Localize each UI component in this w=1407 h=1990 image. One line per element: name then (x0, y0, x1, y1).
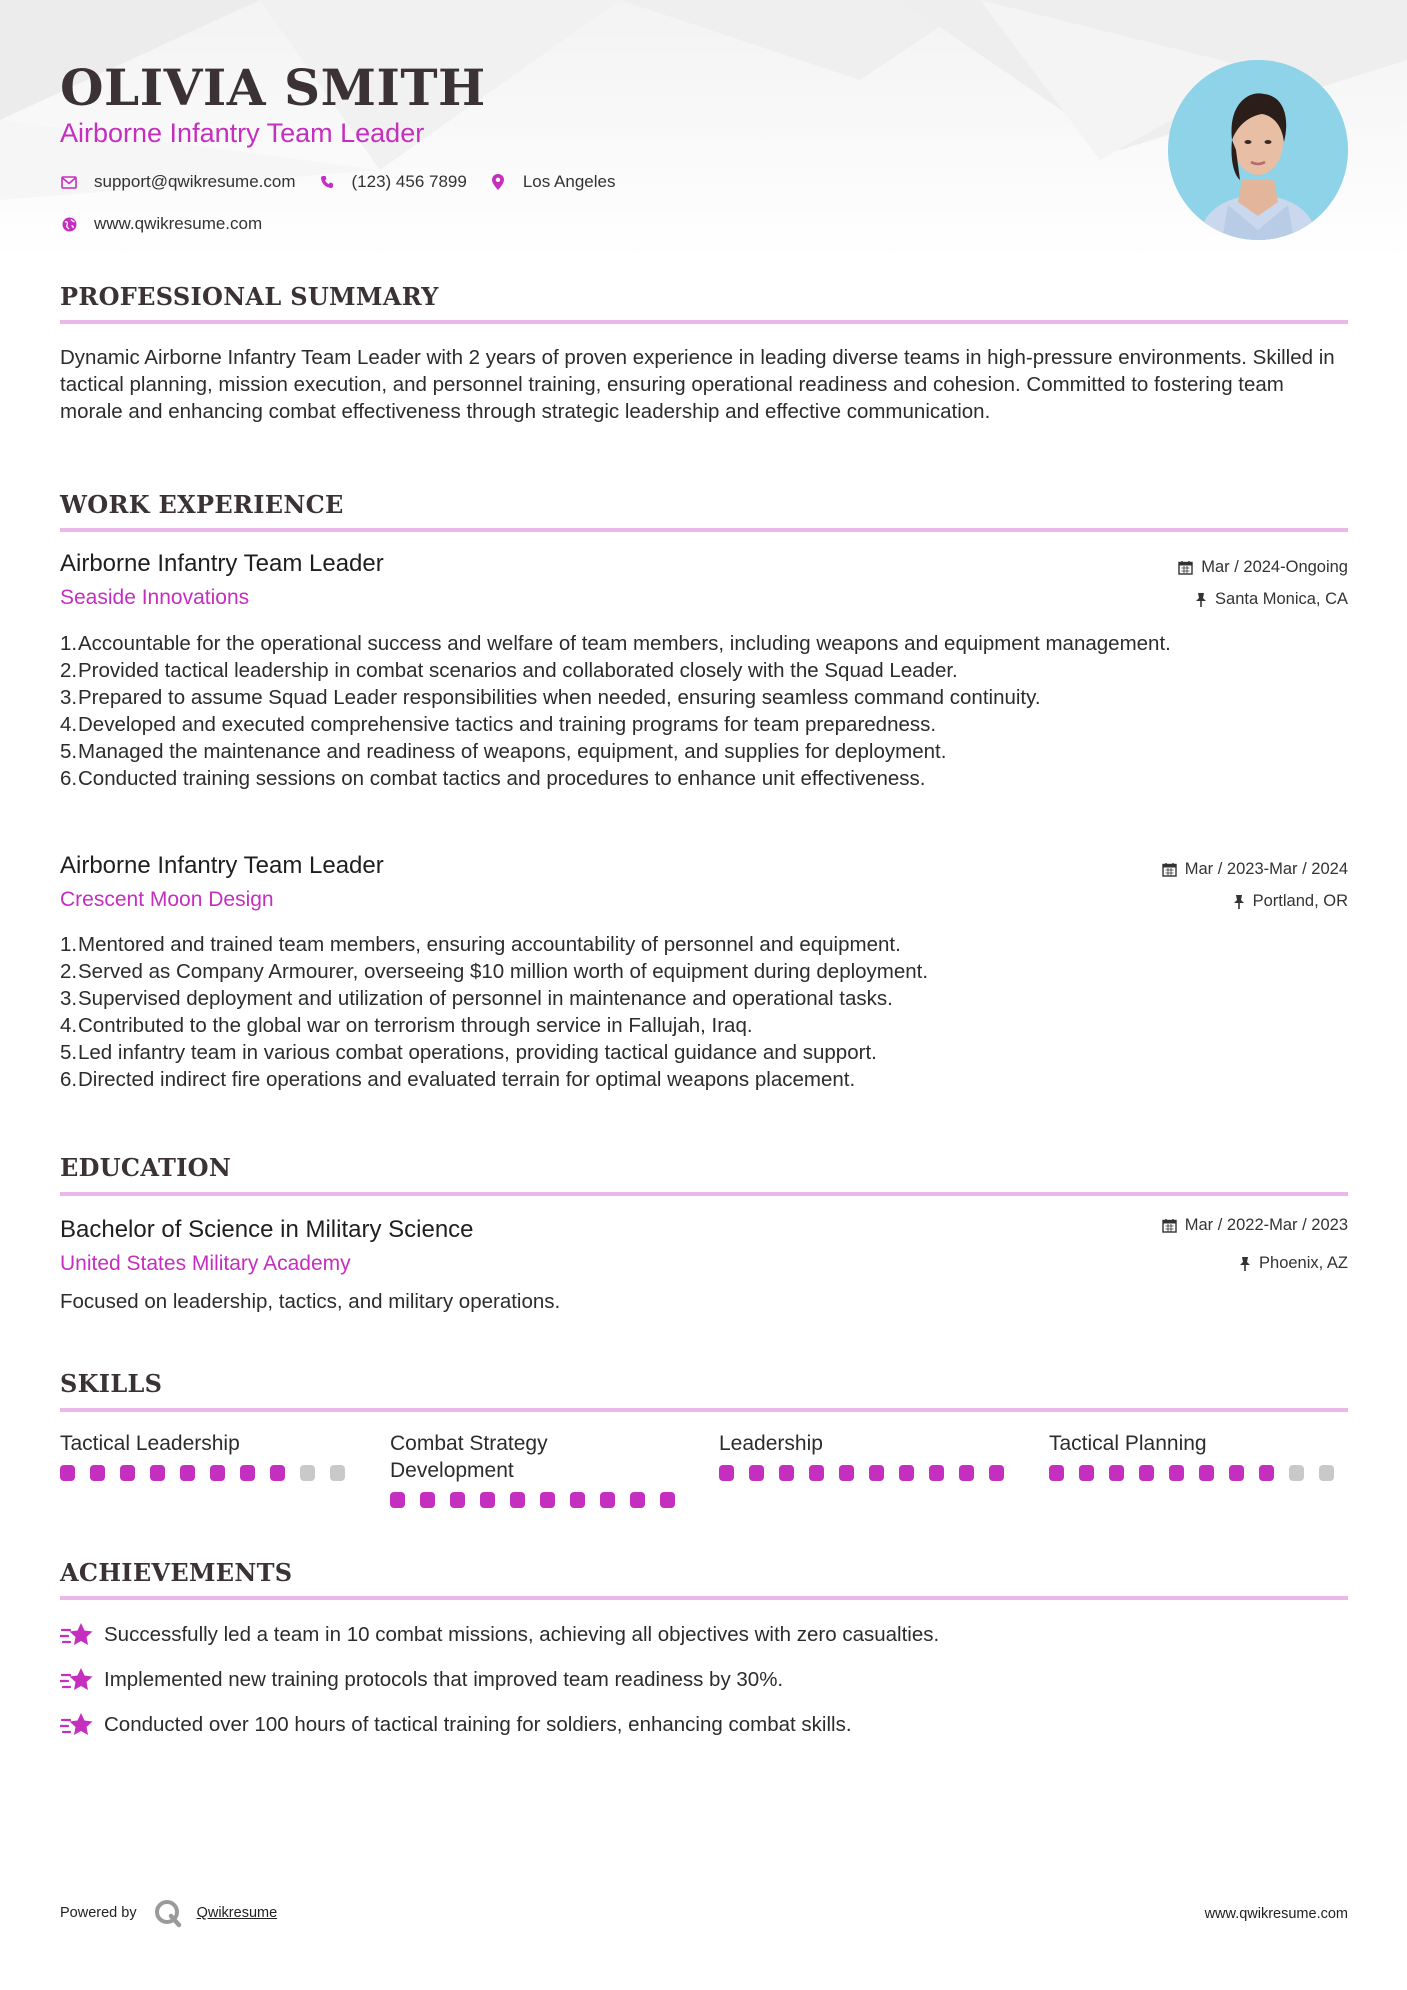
rating-dot-empty (1289, 1465, 1304, 1481)
skill-rating (390, 1492, 690, 1508)
rating-dot-filled (779, 1465, 794, 1481)
section-divider (60, 1192, 1348, 1196)
rating-dot-filled (450, 1492, 465, 1508)
rating-dot-filled (989, 1465, 1004, 1481)
rating-dot-filled (749, 1465, 764, 1481)
rating-dot-filled (90, 1465, 105, 1481)
envelope-icon (60, 173, 78, 191)
rating-dot-filled (1079, 1465, 1094, 1481)
rating-dot-filled (660, 1492, 675, 1508)
profile-photo (1168, 60, 1348, 240)
job-company: Crescent Moon Design (60, 888, 274, 911)
email-text: support@qwikresume.com (94, 172, 296, 191)
list-item: 2. Served as Company Armourer, overseeing $10 million worth of equipment during deployment. (60, 960, 929, 983)
job-role: Airborne Infantry Team Leader (60, 852, 384, 879)
footer-website[interactable]: www.qwikresume.com (1204, 1906, 1348, 1922)
job-location-text: Portland, OR (1252, 892, 1348, 910)
list-item: 1. Mentored and trained team members, ensuring accountability of personnel and equipment. (60, 933, 901, 956)
summary-text: Dynamic Airborne Infantry Team Leader with 2 years of proven experience in leading diverse teams in high-pressure environments. Skilled in tactical planning, mission execution, and personnel training, ensuring operational readiness and cohesion. Committed to fostering team morale and enhancing combat effectiveness through strategic leadership and effective communication. (60, 346, 1335, 423)
rating-dot-filled (570, 1492, 585, 1508)
achievement-text: Successfully led a team in 10 combat missions, achieving all objectives with zero casualties. (104, 1623, 940, 1646)
brand-link[interactable]: Qwikresume (196, 1905, 278, 1921)
rating-dot-filled (869, 1465, 884, 1481)
job-date-text: Mar / 2024-Ongoing (1201, 558, 1348, 576)
skill-item (1049, 1430, 1349, 1481)
list-item: 5. Managed the maintenance and readiness of weapons, equipment, and supplies for deployment. (60, 740, 947, 763)
pushpin-icon (1239, 1256, 1251, 1272)
job-location (1195, 590, 1348, 609)
skill-name: Combat Strategy Development (390, 1432, 548, 1482)
rating-dot-filled (510, 1492, 525, 1508)
list-item: 1. Accountable for the operational success and welfare of team members, including weapons and equipment management. (60, 632, 1171, 655)
contact-row-web (60, 214, 284, 234)
calendar-icon (1162, 862, 1177, 877)
list-item: 4. Contributed to the global war on terrorism through service in Fallujah, Iraq. (60, 1014, 753, 1037)
rating-dot-filled (60, 1465, 75, 1481)
contact-location (489, 172, 616, 192)
rating-dot-filled (630, 1492, 645, 1508)
rating-dot-empty (330, 1465, 345, 1481)
degree-title: Bachelor of Science in Military Science (60, 1216, 474, 1243)
rating-dot-filled (1199, 1465, 1214, 1481)
rating-dot-filled (210, 1465, 225, 1481)
rating-dot-filled (240, 1465, 255, 1481)
achievement-text: Implemented new training protocols that improved team readiness by 30%. (104, 1668, 784, 1691)
skill-name: Leadership (719, 1432, 823, 1455)
phone-text: (123) 456 7899 (351, 172, 467, 191)
map-pin-icon (489, 173, 507, 191)
job-entry-2 (60, 852, 1348, 911)
job-location (1233, 892, 1348, 911)
rating-dot-filled (959, 1465, 974, 1481)
job-bullets-2 (60, 931, 1348, 1093)
phone-icon (318, 173, 336, 191)
qwikresume-logo-icon (153, 1898, 183, 1928)
job-location-text: Santa Monica, CA (1215, 590, 1348, 608)
rating-dot-filled (929, 1465, 944, 1481)
section-title-achievements: ACHIEVEMENTS (60, 1558, 293, 1587)
rating-dot-filled (150, 1465, 165, 1481)
rating-dot-filled (120, 1465, 135, 1481)
education-date (1162, 1216, 1348, 1235)
job-role: Airborne Infantry Team Leader (60, 550, 384, 577)
skill-rating (1049, 1465, 1349, 1481)
skill-item (719, 1430, 1019, 1481)
list-item: 6. Directed indirect fire operations and evaluated terrain for optimal weapons placement. (60, 1068, 856, 1091)
job-bullets-1 (60, 630, 1348, 792)
rating-dot-filled (1169, 1465, 1184, 1481)
globe-icon (60, 215, 78, 233)
section-divider (60, 320, 1348, 324)
rating-dot-filled (420, 1492, 435, 1508)
job-date (1178, 558, 1348, 577)
school-name: United States Military Academy (60, 1252, 351, 1275)
section-divider (60, 1596, 1348, 1600)
contact-website[interactable] (60, 214, 262, 234)
resume-page (60, 0, 1348, 1990)
job-company: Seaside Innovations (60, 586, 250, 609)
job-date-text: Mar / 2023-Mar / 2024 (1184, 860, 1348, 878)
star-icon (60, 1710, 94, 1740)
location-text: Los Angeles (522, 172, 616, 191)
section-divider (60, 528, 1348, 532)
rating-dot-filled (1229, 1465, 1244, 1481)
achievement-item (60, 1710, 852, 1740)
section-title-education: EDUCATION (60, 1153, 232, 1182)
rating-dot-filled (1109, 1465, 1124, 1481)
rating-dot-filled (719, 1465, 734, 1481)
contact-row (60, 172, 637, 192)
skill-name: Tactical Leadership (60, 1432, 240, 1455)
contact-phone[interactable] (318, 172, 467, 192)
job-entry-1 (60, 550, 1348, 609)
skill-item (60, 1430, 360, 1481)
rating-dot-filled (180, 1465, 195, 1481)
rating-dot-filled (839, 1465, 854, 1481)
website-text: www.qwikresume.com (94, 214, 263, 233)
pushpin-icon (1233, 894, 1245, 910)
section-title-summary: PROFESSIONAL SUMMARY (60, 282, 439, 311)
education-location (1239, 1254, 1348, 1273)
rating-dot-empty (1319, 1465, 1334, 1481)
rating-dot-empty (300, 1465, 315, 1481)
rating-dot-filled (540, 1492, 555, 1508)
education-location-text: Phoenix, AZ (1259, 1254, 1348, 1272)
education-date-text: Mar / 2022-Mar / 2023 (1184, 1216, 1348, 1234)
rating-dot-filled (600, 1492, 615, 1508)
list-item: 3. Supervised deployment and utilization of personnel in maintenance and operational tasks. (60, 987, 893, 1010)
achievement-item (60, 1620, 939, 1650)
section-title-skills: SKILLS (60, 1369, 163, 1398)
education-description: Focused on leadership, tactics, and military operations. (60, 1290, 561, 1313)
skill-name: Tactical Planning (1049, 1432, 1207, 1455)
list-item: 3. Prepared to assume Squad Leader responsibilities when needed, ensuring seamless command continuity. (60, 686, 1041, 709)
star-icon (60, 1620, 94, 1650)
list-item: 6. Conducted training sessions on combat tactics and procedures to enhance unit effectiveness. (60, 767, 926, 790)
job-date (1162, 860, 1348, 879)
rating-dot-filled (480, 1492, 495, 1508)
calendar-icon (1162, 1218, 1177, 1233)
pushpin-icon (1195, 592, 1207, 608)
list-item: 2. Provided tactical leadership in combat scenarios and collaborated closely with the Squad Leader. (60, 659, 958, 682)
rating-dot-filled (899, 1465, 914, 1481)
rating-dot-filled (1139, 1465, 1154, 1481)
list-item: 4. Developed and executed comprehensive tactics and training programs for team preparedness. (60, 713, 937, 736)
skill-item (390, 1430, 690, 1508)
rating-dot-filled (270, 1465, 285, 1481)
achievement-item (60, 1665, 783, 1695)
skill-rating (719, 1465, 1019, 1481)
education-entry (60, 1216, 1348, 1275)
achievement-text: Conducted over 100 hours of tactical training for soldiers, enhancing combat skills. (104, 1713, 852, 1736)
list-item: 5. Led infantry team in various combat operations, providing tactical guidance and support. (60, 1041, 877, 1064)
rating-dot-filled (809, 1465, 824, 1481)
star-icon (60, 1665, 94, 1695)
calendar-icon (1178, 560, 1193, 575)
skill-rating (60, 1465, 360, 1481)
footer-powered-by (60, 1898, 277, 1928)
rating-dot-filled (390, 1492, 405, 1508)
powered-by-label: Powered by (60, 1905, 137, 1921)
rating-dot-filled (1259, 1465, 1274, 1481)
candidate-title: Airborne Infantry Team Leader (60, 118, 425, 148)
rating-dot-filled (1049, 1465, 1064, 1481)
candidate-name: OLIVIA SMITH (60, 58, 486, 117)
section-title-experience: WORK EXPERIENCE (60, 490, 344, 519)
section-divider (60, 1408, 1348, 1412)
contact-email[interactable] (60, 172, 296, 192)
